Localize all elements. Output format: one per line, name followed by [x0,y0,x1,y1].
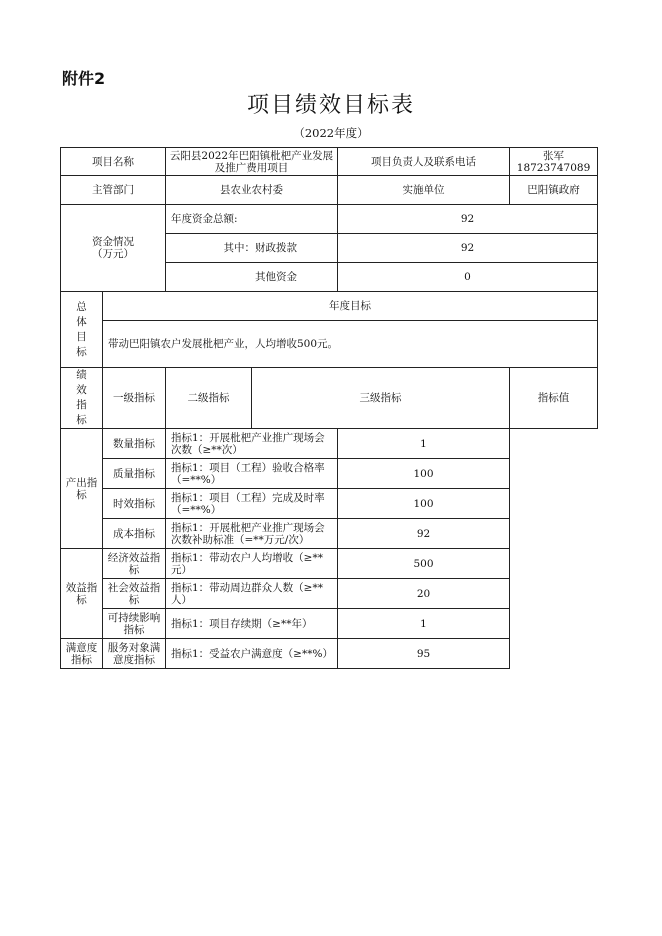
impl-value: 巴阳镇政府 [510,176,598,205]
perf-level3-cell: 指标1：开展枇杷产业推广现场会次数（≥**次） [166,429,338,459]
perf-col4-header: 指标值 [510,368,598,429]
funds-other-value: 0 [338,263,598,292]
overall-text: 带动巴阳镇农户发展枇杷产业，人均增收500元。 [103,321,598,368]
funds-total-value: 92 [338,205,598,234]
perf-level3-cell: 指标1：带动农户人均增收（≥**元） [166,549,338,579]
perf-row [61,429,598,459]
funds-fiscal-value: 92 [338,234,598,263]
dept-label: 主管部门 [61,176,166,205]
perf-row [61,459,598,489]
funds-label-line2: （万元） [92,248,134,260]
perf-level1-cell: 效益指标 [61,549,103,639]
perf-col1-header: 一级指标 [103,368,166,429]
perf-level3-cell: 指标1：项目（工程）完成及时率（=**%） [166,489,338,519]
perf-value-cell: 95 [338,639,510,669]
funds-fiscal-label: 其中：财政拨款 [166,234,338,263]
perf-row [61,489,598,519]
perf-level3-cell: 指标1：项目存续期（≥**年） [166,609,338,639]
perf-level2-cell: 社会效益指标 [103,579,166,609]
perf-level1-cell: 满意度指标 [61,639,103,669]
perf-value-cell: 500 [338,549,510,579]
dept-row [61,176,598,205]
overall-label: 总 体 目 标 [61,292,103,368]
perf-level3-cell: 指标1：带动周边群众人数（≥**人） [166,579,338,609]
project-name-label: 项目名称 [61,148,166,176]
perf-col2-header: 二级指标 [166,368,252,429]
overall-header: 年度目标 [103,292,598,321]
impl-label: 实施单位 [338,176,510,205]
perf-label: 绩 效 指 标 [61,368,103,429]
perf-value-cell: 20 [338,579,510,609]
perf-row [61,519,598,549]
perf-level2-cell: 成本指标 [103,519,166,549]
perf-row [61,549,598,579]
contact-label: 项目负责人及联系电话 [338,148,510,176]
project-name-row [61,148,598,176]
perf-level3-cell: 指标1：受益农户满意度（≥**%） [166,639,338,669]
overall-text-row [61,321,598,368]
contact-value [510,148,598,176]
perf-level2-cell: 质量指标 [103,459,166,489]
perf-level2-cell: 时效指标 [103,489,166,519]
funds-label [61,205,166,292]
perf-level1-cell: 产出指标 [61,429,103,549]
perf-value-cell: 100 [338,459,510,489]
perf-level3-cell: 指标1：项目（工程）验收合格率（=**%） [166,459,338,489]
perf-header-row [61,368,598,429]
contact-name: 张军 [543,149,565,162]
funds-other-label: 其他资金 [166,263,338,292]
year-label: （2022年度） [293,126,369,140]
perf-row [61,639,598,669]
perf-row [61,609,598,639]
perf-level3-cell: 指标1：开展枇杷产业推广现场会次数补助标准（=**万元/次） [166,519,338,549]
project-name-value: 云阳县2022年巴阳镇枇杷产业发展及推广费用项目 [166,148,338,176]
contact-phone: 18723747089 [516,161,591,174]
perf-level2-cell: 服务对象满意度指标 [103,639,166,669]
perf-value-cell: 100 [338,489,510,519]
perf-level2-cell: 可持续影响指标 [103,609,166,639]
perf-col3-header: 三级指标 [252,368,510,429]
funds-total-row [61,205,598,234]
perf-value-cell: 1 [338,609,510,639]
page-title: 项目绩效目标表 [246,93,415,118]
overall-header-row [61,292,598,321]
funds-label-line1: 资金情况 [92,236,134,248]
funds-total-label: 年度资金总额: [166,205,338,234]
perf-level2-cell: 经济效益指标 [103,549,166,579]
perf-row [61,579,598,609]
perf-value-cell: 1 [338,429,510,459]
perf-value-cell: 92 [338,519,510,549]
dept-value: 县农业农村委 [166,176,338,205]
perf-level2-cell: 数量指标 [103,429,166,459]
attachment-label: 附件2 [62,69,106,88]
performance-target-table [60,147,598,669]
